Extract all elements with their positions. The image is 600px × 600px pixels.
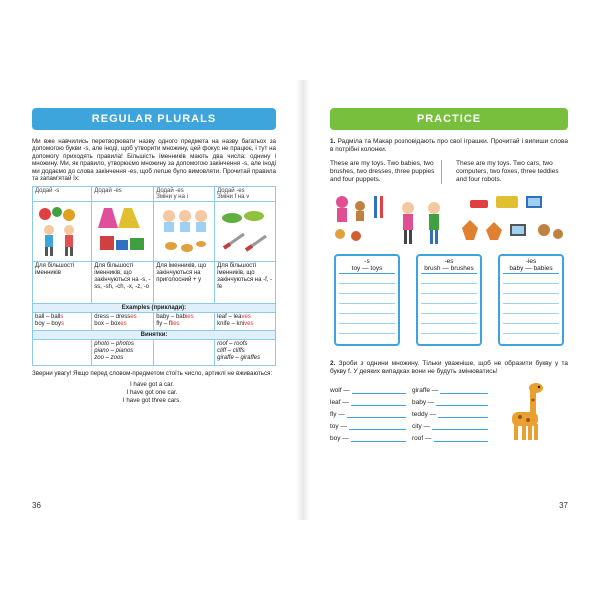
- fill-row[interactable]: baby —: [412, 394, 494, 406]
- column-example: toy — toys: [339, 265, 395, 274]
- rule-header-f-ves: Додай -es Зміни f на v: [215, 187, 276, 202]
- fill-column-1: [330, 382, 412, 442]
- fill-column-2: [412, 382, 494, 442]
- radmila-speech: These are my toys. Two babies, two brushes, two dresses, three puppies and four puppets.: [330, 160, 442, 184]
- dresses-boxes-illustration: [92, 202, 154, 262]
- column-suffix: -es: [444, 258, 454, 265]
- column-example: brush — brushes: [421, 265, 477, 274]
- fill-row[interactable]: boy —: [330, 430, 412, 442]
- left-page: [22, 96, 282, 510]
- toys-illustration: [330, 190, 568, 248]
- plural-rules-table: [32, 186, 276, 366]
- column-suffix: -ies: [525, 258, 537, 265]
- column-example: baby — babies: [503, 265, 559, 274]
- rule-desc-es: Для більшості іменників, що закінчуються на -s, -ss, -sh, -ch, -x, -z, -o: [92, 262, 154, 304]
- examples-label: Examples (приклади):: [33, 304, 276, 313]
- example-sentences: [22, 381, 282, 405]
- speech-texts: [330, 160, 568, 184]
- fill-row[interactable]: leaf —: [330, 394, 412, 406]
- page-number: 37: [559, 501, 568, 510]
- sentence: I have got one car.: [126, 388, 178, 396]
- example-cell: baby – babies fly – flies: [154, 313, 215, 331]
- example-cell: dress – dresses box – boxes: [92, 313, 154, 331]
- task-2-instructions: 2. Зроби з однини множину. Тільки уважніше, щоб не образити букву y та букву f. У деяких випадках вони не будуть змінюватись!: [330, 360, 568, 375]
- makar-speech: These are my toys. Two cars, two computers, two foxes, three teddies and four robots.: [456, 160, 559, 183]
- fill-row[interactable]: wolf —: [330, 382, 412, 394]
- rule-desc-y-ies: Для іменників, що закінчуються на приголосний + y: [154, 262, 215, 304]
- balls-boys-illustration: [33, 202, 92, 262]
- rule-header-s: Додай -s: [33, 187, 92, 202]
- book-spine: [296, 80, 310, 520]
- exception-cell: photo – photos piano – pianos zoo – zoos: [92, 340, 154, 366]
- babies-flies-illustration: [154, 202, 215, 262]
- fill-row[interactable]: fly —: [330, 406, 412, 418]
- fill-row[interactable]: roof —: [412, 430, 494, 442]
- fill-row[interactable]: city —: [412, 418, 494, 430]
- sentence: I have got three cars.: [122, 396, 182, 404]
- fill-row[interactable]: toy —: [330, 418, 412, 430]
- fill-in-exercise: [330, 382, 568, 442]
- column-es[interactable]: [416, 254, 482, 346]
- exception-cell-empty: [33, 340, 92, 366]
- sentence: I have got a car.: [129, 380, 175, 388]
- example-cell: ball – balls boy – boys: [33, 313, 92, 331]
- example-cell: leaf – leaves knife – knives: [215, 313, 276, 331]
- task-1-instructions: 1. Радміла та Макар розповідають про свої іграшки. Прочитай і випиши слова в потрібні колонки.: [330, 138, 569, 153]
- rule-desc-f-ves: Для більшості іменників, що закінчуються на -f, -fe: [215, 262, 276, 304]
- exceptions-label: Винятки:: [33, 331, 276, 340]
- leaves-knives-illustration: [215, 202, 276, 262]
- fill-row[interactable]: teddy —: [412, 406, 494, 418]
- rule-header-es: Додай -es: [92, 187, 154, 202]
- exception-cell-empty: [154, 340, 215, 366]
- rule-desc-s: Для більшості іменників: [33, 262, 92, 304]
- fill-row[interactable]: giraffe —: [412, 382, 494, 394]
- right-page: [320, 96, 578, 510]
- attention-note: Зверни увагу! Якщо перед словом-предметом стоїть число, артиклі не вживаються:: [32, 370, 273, 378]
- rule-header-y-ies: Додай -es Зміни y на i: [154, 187, 215, 202]
- column-s[interactable]: [334, 254, 400, 346]
- practice-banner: PRACTICE: [330, 108, 568, 130]
- exception-cell: roof – roofs cliff – cliffs giraffe – giraffes: [215, 340, 276, 366]
- regular-plurals-banner: REGULAR PLURALS: [32, 108, 276, 130]
- answer-columns: [334, 254, 564, 346]
- column-ies[interactable]: [498, 254, 564, 346]
- giraffe-illustration: [494, 382, 554, 442]
- intro-paragraph: Ми вже навчились перетворювати назву одного предмета на назву багатьох за допомогою букви -s, але іноді, щоб утворити множину, цей фокус не працює, і тут на допомогу приходять правила! Більшість іменників мають два числа: однину і множину. Ми, як правило, утворюємо множину за допомогою закінчення -s, але іноді ми додаємо до слова закінчення -es, щоб легше було вимовляти. Прочитай правила та запам'ятай їх:: [32, 138, 276, 183]
- column-suffix: -s: [364, 258, 370, 265]
- page-number: 36: [32, 501, 41, 510]
